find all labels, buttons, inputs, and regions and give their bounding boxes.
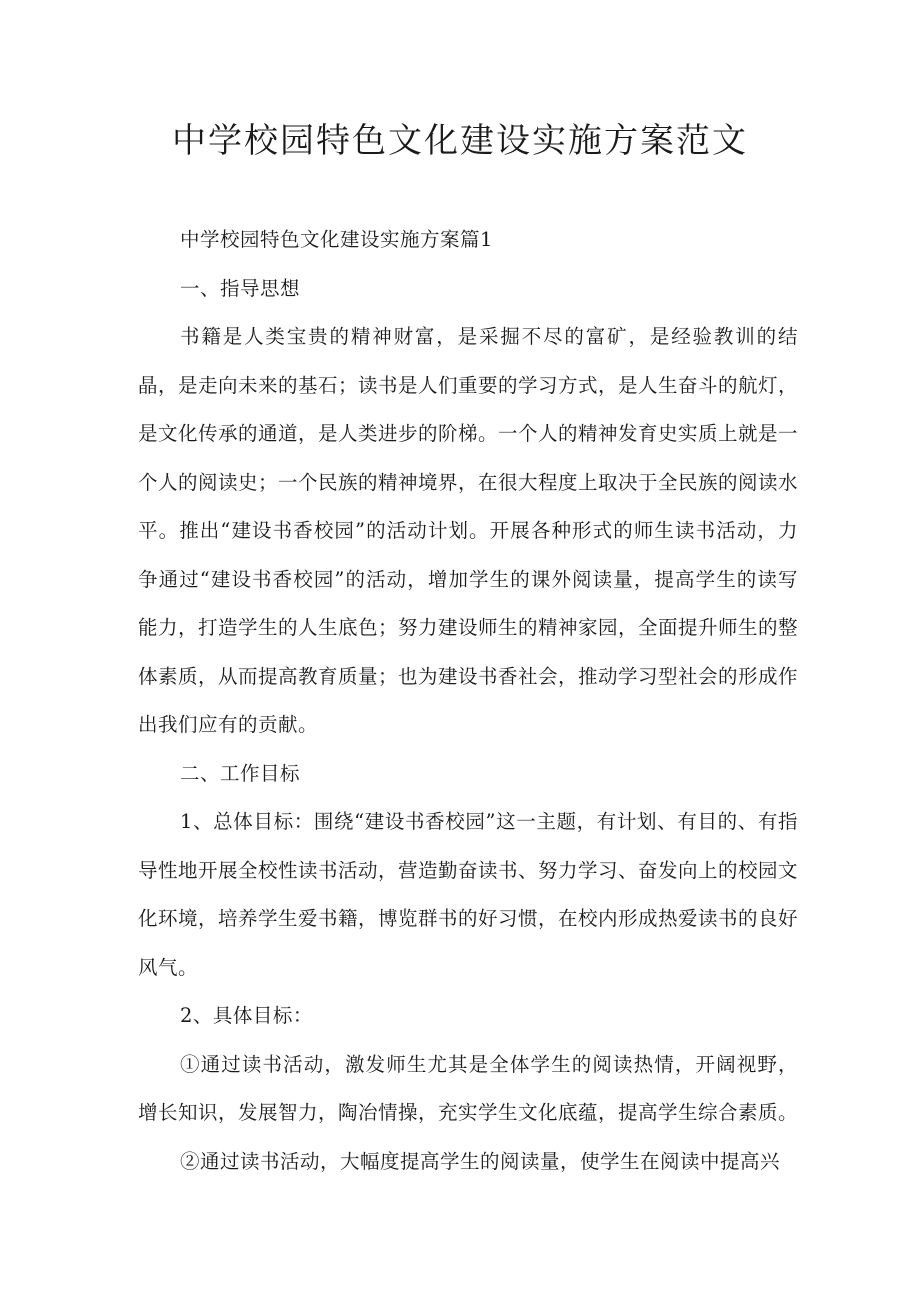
heading-specific-goals: 2、具体目标： bbox=[180, 1004, 313, 1027]
document-body bbox=[138, 216, 798, 1186]
paragraph-goal-1: ①通过读书活动，激发师生尤其是全体学生的阅读热情，开阔视野，增长知识，发展智力，陶冶情操，充实学生文化底蕴，提高学生综合素质。 bbox=[138, 1052, 799, 1124]
heading-guiding-ideology: 一、指导思想 bbox=[180, 276, 301, 300]
paragraph-guiding-ideology: 书籍是人类宝贵的精神财富，是采掘不尽的富矿，是经验教训的结晶，是走向未来的基石；读书是人们重要的学习方式，是人生奋斗的航灯，是文化传承的通道，是人类进步的阶梯。一个人的精神发育史实质上就是一个人的阅读史；一个民族的精神境界，在很大程度上取决于全民族的阅读水平。推出“建设书香校园”的活动计划。开展各种形式的师生读书活动，力争通过“建设书香校园”的活动，增加学生的课外阅读量，提高学生的读写能力，打造学生的人生底色；努力建设师生的精神家园，全面提升师生的整体素质，从而提高教育质量；也为建设书香社会，推动学习型社会的形成作出我们应有的贡献。 bbox=[138, 325, 799, 736]
paragraph-goal-2: ②通过读书活动，大幅度提高学生的阅读量，使学生在阅读中提高兴 bbox=[180, 1149, 781, 1173]
heading-work-goals: 二、工作目标 bbox=[180, 761, 301, 785]
paragraph-overall-goal: 1、总体目标：围绕“建设书香校园”这一主题，有计划、有目的、有指导性地开展全校性读书活动，营造勤奋读书、努力学习、奋发向上的校园文化环境，培养学生爱书籍，博览群书的好习惯，在校内形成热爱读书的良好风气。 bbox=[138, 810, 799, 979]
document-title: 中学校园特色文化建设实施方案范文 bbox=[172, 121, 748, 161]
section-title: 中学校园特色文化建设实施方案篇1 bbox=[180, 228, 493, 251]
